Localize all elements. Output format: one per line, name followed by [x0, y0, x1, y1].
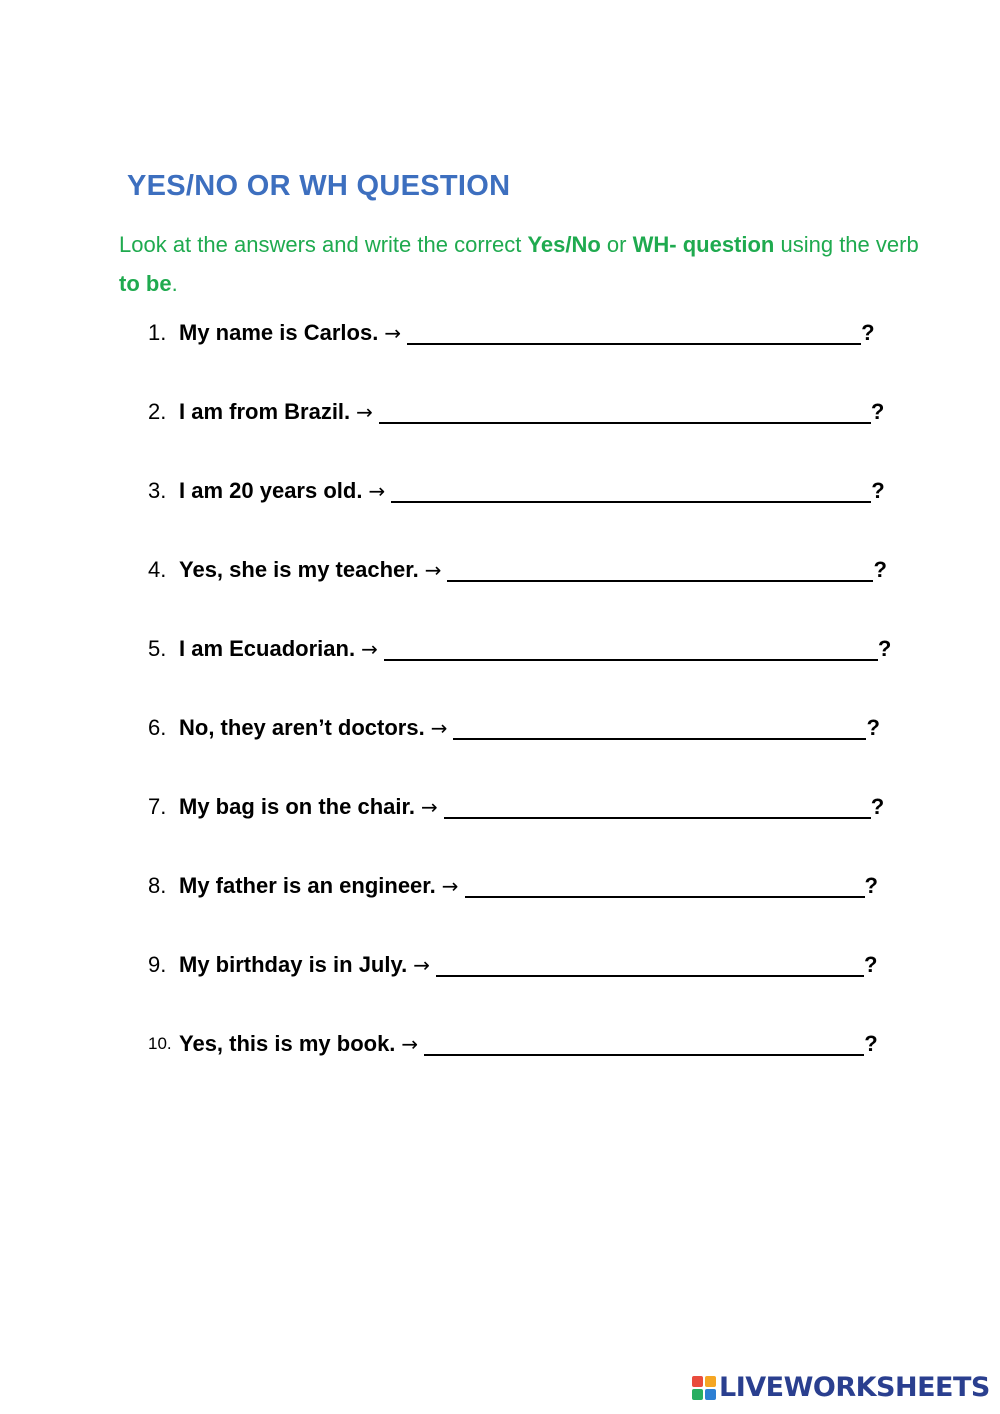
question-number: 10. [148, 1034, 172, 1053]
answer-sentence: Yes, this is my book. [179, 1031, 396, 1056]
question-item [148, 392, 891, 471]
arrow-icon: → [361, 637, 378, 661]
logo-text: LIVEWORKSHEETS [719, 1372, 990, 1403]
question-mark: ? [863, 952, 878, 977]
question-number: 5. [148, 636, 167, 661]
question-item [148, 945, 891, 1024]
question-number: 1. [148, 320, 167, 345]
question-mark: ? [864, 1031, 878, 1056]
question-item [148, 629, 891, 708]
question-number: 8. [148, 873, 167, 898]
question-mark: ? [861, 320, 875, 345]
question-item [148, 708, 891, 787]
question-number: 9. [148, 952, 167, 977]
question-mark: ? [870, 399, 885, 424]
answer-blank[interactable] [384, 633, 878, 661]
question-mark: ? [871, 478, 885, 503]
liveworksheets-logo-icon [692, 1376, 716, 1400]
answer-sentence: Yes, she is my teacher. [179, 557, 419, 582]
question-mark: ? [866, 715, 880, 740]
question-number: 7. [148, 794, 167, 819]
instructions [119, 225, 919, 303]
instructions-text: or [600, 232, 633, 257]
question-mark: ? [873, 557, 887, 582]
arrow-icon: → [424, 558, 442, 582]
question-number: 2. [148, 399, 167, 424]
question-item [148, 313, 891, 392]
answer-sentence: My name is Carlos. [179, 320, 379, 345]
answer-blank[interactable] [465, 870, 865, 898]
question-item [148, 471, 891, 550]
question-number: 4. [148, 557, 167, 582]
liveworksheets-logo [692, 1372, 990, 1403]
worksheet-title: YES/NO OR WH QUESTION [127, 170, 511, 202]
instructions-text: . [171, 271, 178, 296]
answer-sentence: No, they aren’t doctors. [179, 715, 425, 740]
question-mark: ? [864, 873, 878, 898]
instructions-keyword-to-be: to be [119, 271, 172, 296]
instructions-text: Look at the answers and write the correct [119, 232, 528, 257]
answer-blank[interactable] [436, 949, 864, 977]
answer-blank[interactable] [379, 396, 871, 424]
answer-sentence: I am Ecuadorian. [179, 636, 356, 661]
arrow-icon: → [441, 874, 459, 898]
answer-blank[interactable] [424, 1028, 864, 1056]
answer-sentence: I am 20 years old. [179, 478, 363, 503]
logo-square-orange [705, 1376, 716, 1387]
question-number: 3. [148, 478, 167, 503]
arrow-icon: → [420, 795, 438, 819]
arrow-icon: → [413, 953, 430, 977]
arrow-icon: → [356, 400, 373, 424]
answer-blank[interactable] [407, 317, 861, 345]
arrow-icon: → [368, 479, 386, 503]
question-item [148, 550, 891, 629]
arrow-icon: → [384, 321, 402, 345]
logo-square-red [692, 1376, 703, 1387]
answer-blank[interactable] [444, 791, 871, 819]
answer-blank[interactable] [391, 475, 871, 503]
instructions-keyword-yes-no: Yes/No [527, 232, 601, 257]
answer-blank[interactable] [453, 712, 866, 740]
question-item [148, 866, 891, 945]
question-mark: ? [877, 636, 892, 661]
answer-sentence: My bag is on the chair. [179, 794, 415, 819]
answer-blank[interactable] [447, 554, 873, 582]
question-mark: ? [870, 794, 885, 819]
question-item [148, 787, 891, 866]
arrow-icon: → [430, 716, 448, 740]
question-item [148, 1024, 891, 1103]
arrow-icon: → [401, 1032, 419, 1056]
instructions-text: using the verb [774, 232, 919, 257]
logo-square-green [692, 1389, 703, 1400]
logo-square-blue [705, 1389, 716, 1400]
answer-sentence: My father is an engineer. [179, 873, 436, 898]
answer-sentence: I am from Brazil. [179, 399, 351, 424]
answer-sentence: My birthday is in July. [179, 952, 408, 977]
question-list [148, 313, 891, 1103]
question-number: 6. [148, 715, 167, 740]
instructions-keyword-wh-question: WH- question [632, 232, 775, 257]
